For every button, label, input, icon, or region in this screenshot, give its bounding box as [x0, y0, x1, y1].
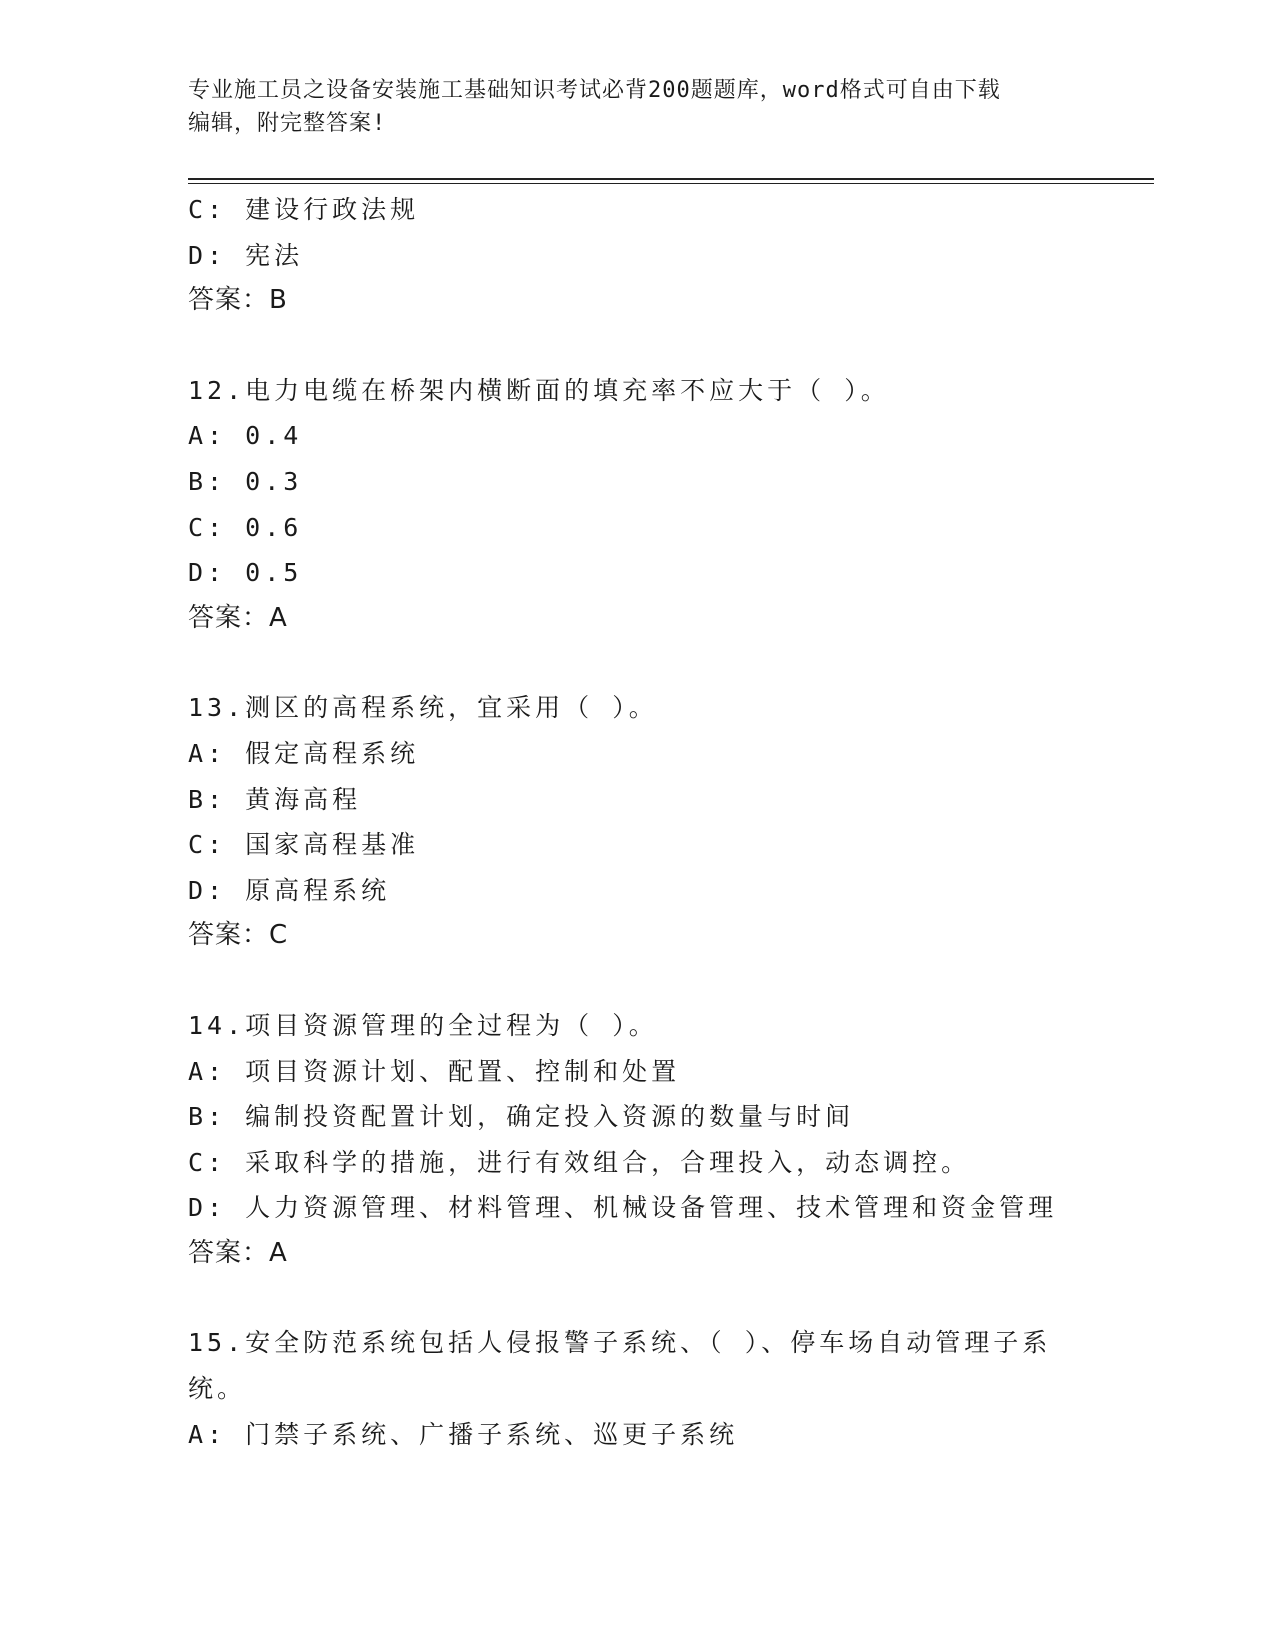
answer: 答案：A [188, 1237, 288, 1268]
answer: 答案：C [188, 920, 289, 951]
question-text: 12.电力电缆在桥架内横断面的填充率不应大于（ ）。 [188, 375, 890, 405]
option-a: A: 0.4 [188, 421, 303, 451]
document-header [188, 74, 1088, 140]
header-divider-thick [188, 178, 1154, 180]
question-list [188, 187, 1088, 1457]
question-11-tail [188, 187, 1088, 324]
option-c: C: 建设行政法规 [188, 195, 420, 224]
option-c: C: 采取科学的措施，进行有效组合，合理投入，动态调控。 [188, 1147, 971, 1177]
question-text: 14.项目资源管理的全过程为（ ）。 [188, 1010, 658, 1040]
answer: 答案：B [188, 285, 288, 316]
option-d: D: 0.5 [188, 558, 303, 588]
question-text-line-2: 统。 [188, 1374, 247, 1404]
option-b: B: 黄海高程 [188, 784, 362, 814]
spacer [188, 641, 1088, 685]
spacer [188, 959, 1088, 1003]
header-title-line-2: 编辑，附完整答案! [188, 111, 387, 136]
option-d: D: 原高程系统 [188, 875, 391, 905]
question-13 [188, 685, 1088, 959]
option-a: A: 假定高程系统 [188, 738, 420, 768]
option-a: A: 项目资源计划、配置、控制和处置 [188, 1056, 681, 1086]
spacer [188, 1276, 1088, 1320]
header-divider-thin [188, 183, 1154, 184]
question-text-line-1: 15.安全防范系统包括人侵报警子系统、（ ）、停车场自动管理子系 [188, 1328, 1052, 1358]
answer: 答案：A [188, 602, 288, 633]
question-text: 13.测区的高程系统，宜采用（ ）。 [188, 693, 658, 723]
option-a: A: 门禁子系统、广播子系统、巡更子系统 [188, 1419, 739, 1449]
option-d: D: 人力资源管理、材料管理、机械设备管理、技术管理和资金管理 [188, 1193, 1058, 1223]
option-d: D: 宪法 [188, 240, 304, 270]
question-12 [188, 368, 1088, 642]
header-title-line-1: 专业施工员之设备安装施工基础知识考试必背200题题库，word格式可自由下载 [188, 78, 1001, 103]
option-c: C: 0.6 [188, 512, 303, 542]
option-b: B: 0.3 [188, 466, 303, 496]
question-15 [188, 1320, 1088, 1457]
spacer [188, 324, 1088, 368]
question-14 [188, 1003, 1088, 1277]
option-c: C: 国家高程基准 [188, 830, 420, 860]
option-b: B: 编制投资配置计划，确定投入资源的数量与时间 [188, 1102, 855, 1132]
